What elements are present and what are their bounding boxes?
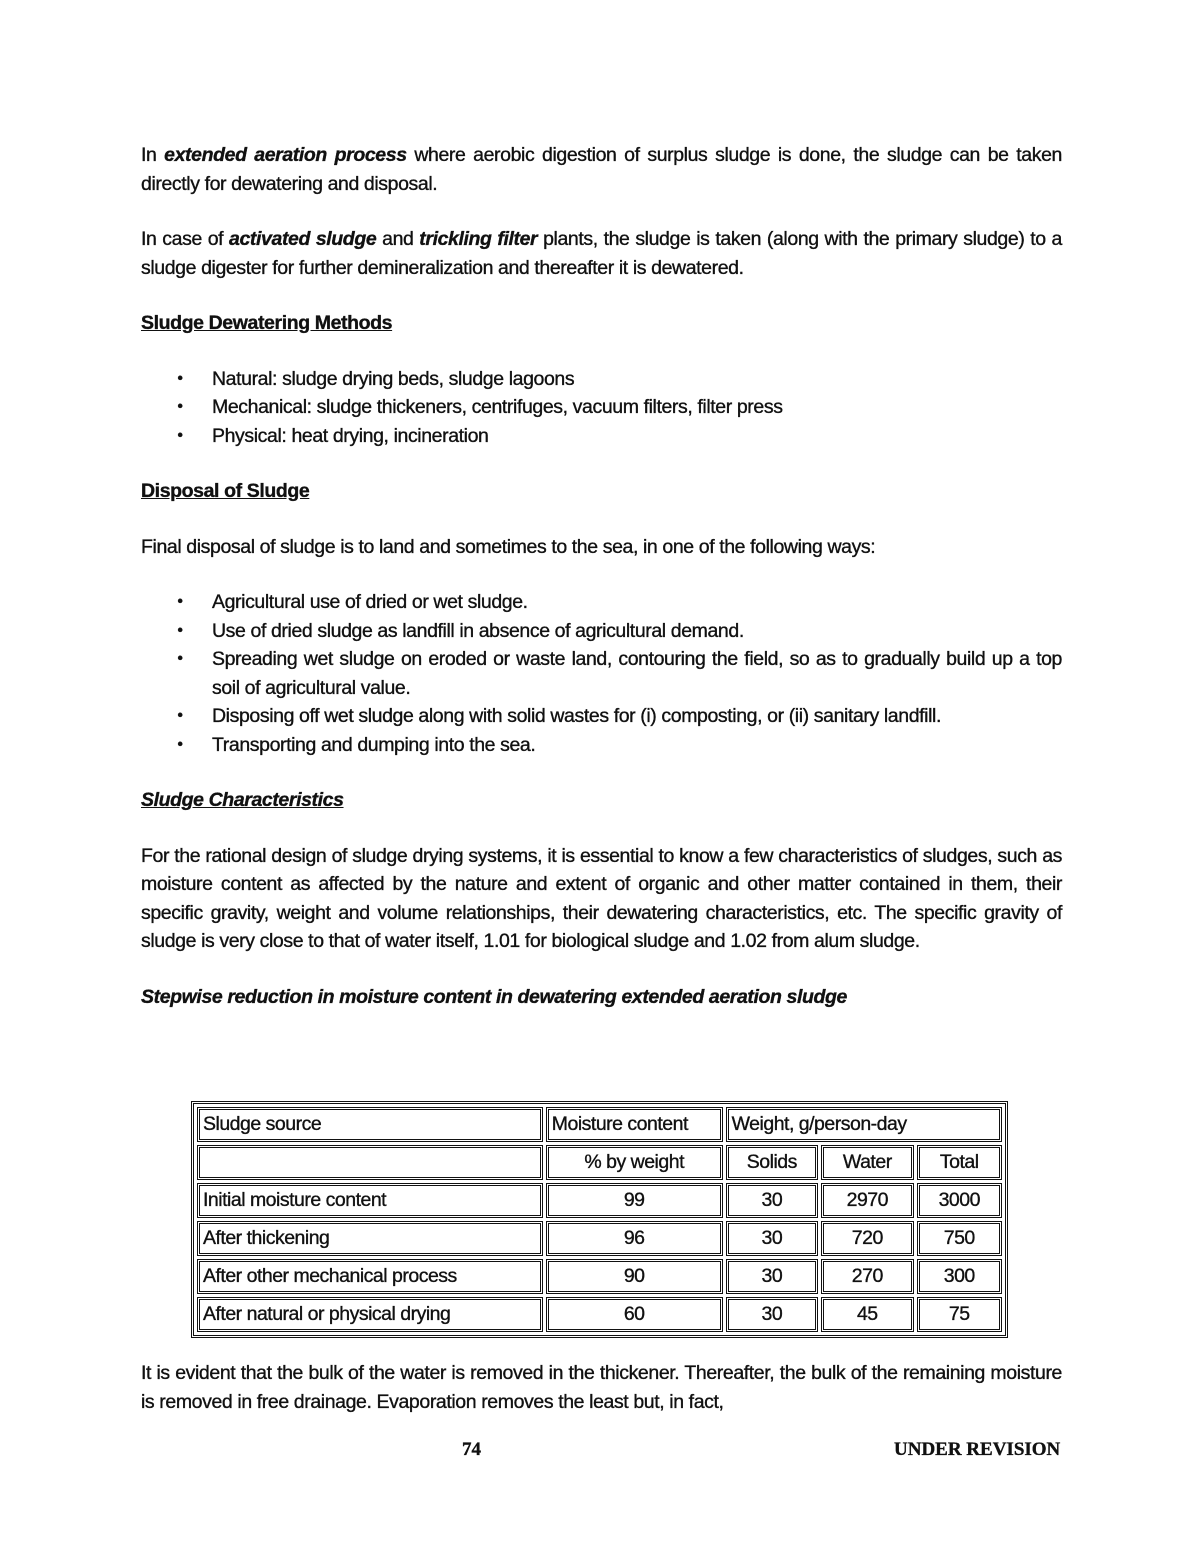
header-cell: Sludge source — [197, 1107, 543, 1142]
header-cell: Water — [821, 1145, 913, 1180]
table-cell: 90 — [546, 1259, 723, 1294]
table-cell: 270 — [821, 1259, 913, 1294]
bullet-icon: • — [177, 426, 183, 444]
table-cell: 60 — [546, 1297, 723, 1332]
table-cell: Initial moisture content — [197, 1183, 543, 1218]
revision-status: UNDER REVISION — [894, 1439, 1061, 1460]
header-cell: % by weight — [546, 1145, 723, 1180]
bullet-icon: • — [177, 735, 183, 753]
page-body — [141, 141, 1062, 1011]
list-item: • Disposing off wet sludge along with solid wastes for (i) composting, or (ii) sanitary landfill. — [141, 702, 1062, 731]
header-cell: Solids — [726, 1145, 818, 1180]
table-cell: 3000 — [917, 1183, 1002, 1218]
header-cell — [197, 1145, 543, 1180]
list-item: • Transporting and dumping into the sea. — [141, 731, 1062, 760]
table-row — [197, 1297, 1002, 1332]
header-cell: Weight, g/person-day — [726, 1107, 1002, 1142]
bullet-icon: • — [177, 369, 183, 387]
list-item: • Use of dried sludge as landfill in absence of agricultural demand. — [141, 617, 1062, 646]
table-cell: 30 — [726, 1297, 818, 1332]
bullet-icon: • — [177, 621, 183, 639]
term-activated-sludge: activated sludge — [229, 228, 377, 250]
table-cell: 30 — [726, 1183, 818, 1218]
list-item: • Natural: sludge drying beds, sludge lagoons — [141, 365, 1062, 394]
table-subheader-row — [197, 1145, 1002, 1180]
table-cell: 45 — [821, 1297, 913, 1332]
table-cell: 30 — [726, 1221, 818, 1256]
heading-dewatering-methods: Sludge Dewatering Methods — [141, 312, 393, 334]
bullet-icon: • — [177, 398, 183, 415]
table-header-row — [197, 1107, 1002, 1142]
paragraph-closing: It is evident that the bulk of the water is removed in the thickener. Thereafter, the bulk of the remaining moisture is removed in free drainage. Evaporation removes the least but, in fact, — [141, 1362, 1062, 1413]
heading-disposal: Disposal of Sludge — [141, 480, 310, 502]
list-item: • Physical: heat drying, incineration — [141, 422, 1062, 451]
table-cell: 300 — [917, 1259, 1002, 1294]
table-caption: Stepwise reduction in moisture content in dewatering extended aeration sludge — [141, 985, 847, 1008]
bullet-icon: • — [177, 650, 183, 667]
table-cell: 750 — [917, 1221, 1002, 1256]
header-cell: Total — [917, 1145, 1002, 1180]
list-item: • Mechanical: sludge thickeners, centrifuges, vacuum filters, filter press — [141, 393, 1062, 422]
table-cell: 30 — [726, 1259, 818, 1294]
paragraph-extended-aeration: In extended aeration process where aerobic digestion of surplus sludge is done, the sludge can be taken directly for dewatering and disposal. — [141, 144, 1062, 195]
table-cell: 96 — [546, 1221, 723, 1256]
list-item: • Spreading wet sludge on eroded or waste land, contouring the field, so as to gradually build up a top soil of agricultural value. — [141, 645, 1062, 702]
page-number: 74 — [462, 1439, 481, 1460]
term-trickling-filter: trickling filter — [419, 228, 538, 250]
list-disposal-ways — [141, 588, 1062, 759]
paragraph-characteristics: For the rational design of sludge drying systems, it is essential to know a few characteristics of sludges, such as moisture content as affected by the nature and extent of organic and other matter contained in them, their specific gravity, weight and volume relationships, their dewatering characteristics, etc. The specific gravity of sludge is very close to that of water itself, 1.01 for biological sludge and 1.02 from alum sludge. — [141, 844, 1062, 952]
paragraph-disposal-intro: Final disposal of sludge is to land and sometimes to the sea, in one of the following ways: — [141, 535, 876, 558]
bullet-icon: • — [177, 593, 183, 610]
table-cell: 720 — [821, 1221, 913, 1256]
moisture-table — [191, 1101, 1008, 1338]
table-row — [197, 1259, 1002, 1294]
table-cell: After other mechanical process — [197, 1259, 543, 1294]
table-row — [197, 1183, 1002, 1218]
bullet-icon: • — [177, 707, 183, 724]
table-cell: 99 — [546, 1183, 723, 1218]
table-cell: After thickening — [197, 1221, 543, 1256]
list-item: • Agricultural use of dried or wet sludge. — [141, 588, 1062, 617]
table-row — [197, 1221, 1002, 1256]
table-cell: 2970 — [821, 1183, 913, 1218]
header-cell: Moisture content — [546, 1107, 723, 1142]
heading-characteristics: Sludge Characteristics — [141, 789, 344, 811]
table-cell: After natural or physical drying — [197, 1297, 543, 1332]
paragraph-activated-sludge: In case of activated sludge and trickling filter plants, the sludge is taken (along with the primary sludge) to a sludge digester for further demineralization and thereafter it is dewatered. — [141, 228, 1062, 279]
term-extended-aeration: extended aeration process — [164, 144, 407, 166]
list-dewatering-methods — [141, 365, 1062, 451]
table-cell: 75 — [917, 1297, 1002, 1332]
